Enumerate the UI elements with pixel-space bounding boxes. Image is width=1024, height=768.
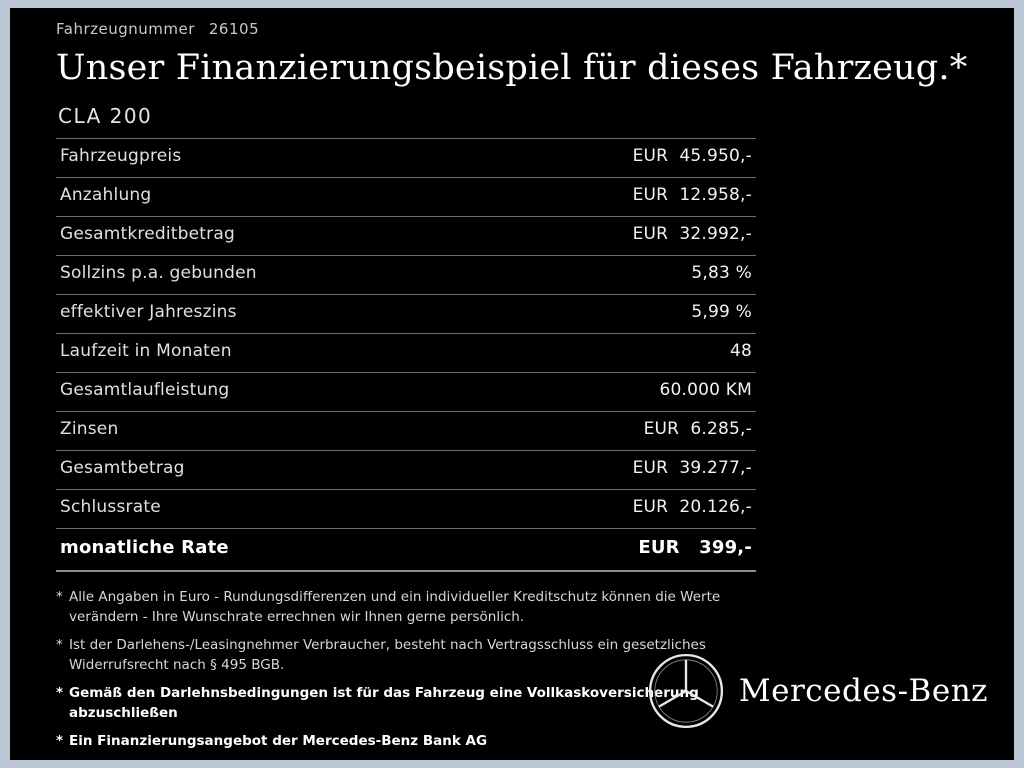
row-label: Laufzeit in Monaten — [60, 341, 232, 361]
footnote-text: Gemäß den Darlehnsbedingungen ist für das Fahrzeug eine Vollkaskoversicherung abzuschließen — [69, 685, 699, 721]
finance-table — [56, 138, 756, 572]
row-label: Zinsen — [60, 419, 119, 439]
brand-lockup — [647, 652, 988, 730]
page-title: Unser Finanzierungsbeispiel für dieses Fahrzeug.* — [56, 48, 968, 88]
row-label: Gesamtlaufleistung — [60, 380, 230, 400]
footnote-text: Alle Angaben in Euro - Rundungsdifferenzen und ein individueller Kreditschutz können die Werte verändern - Ihre Wunschrate errechnen wir Ihnen gerne persönlich. — [69, 589, 721, 625]
row-label: Gesamtkreditbetrag — [60, 224, 235, 244]
mercedes-benz-wordmark: Mercedes-Benz — [738, 673, 988, 709]
row-label: Gesamtbetrag — [60, 458, 185, 478]
row-label: monatliche Rate — [60, 537, 229, 558]
table-row — [56, 334, 756, 373]
vehicle-number-label: Fahrzeugnummer — [56, 20, 195, 38]
footnote-star: * — [56, 685, 64, 702]
vehicle-number — [56, 20, 972, 38]
table-row — [56, 373, 756, 412]
table-row — [56, 256, 756, 295]
row-value: EUR 32.992,- — [632, 224, 752, 244]
footnote-star: * — [56, 733, 64, 750]
row-value: EUR 39.277,- — [632, 458, 752, 478]
vehicle-number-value: 26105 — [208, 20, 260, 38]
footnote-star: * — [56, 637, 63, 654]
table-row-monthly-rate — [56, 529, 756, 572]
row-value: 48 — [729, 341, 752, 361]
footnote — [56, 588, 786, 627]
row-label: Anzahlung — [60, 185, 152, 205]
footnote-text: Ist der Darlehens-/Leasingnehmer Verbraucher, besteht nach Vertragsschluss ein gesetzliches Widerrufsrecht nach § 495 BGB. — [69, 637, 706, 673]
table-row — [56, 217, 756, 256]
table-row — [56, 451, 756, 490]
table-row — [56, 178, 756, 217]
row-value: 5,99 % — [691, 302, 752, 322]
footnote-text: Ein Finanzierungsangebot der Mercedes-Benz Bank AG — [69, 733, 488, 750]
mercedes-star-icon — [647, 652, 725, 730]
row-label: Fahrzeugpreis — [60, 146, 182, 166]
finance-offer-sheet — [10, 8, 1014, 760]
row-value: EUR 20.126,- — [632, 497, 752, 517]
table-row — [56, 295, 756, 334]
row-label: effektiver Jahreszins — [60, 302, 237, 322]
table-row — [56, 490, 756, 529]
row-value: EUR 6.285,- — [643, 419, 752, 439]
row-value: 60.000 KM — [659, 380, 752, 400]
row-label: Sollzins p.a. gebunden — [60, 263, 257, 283]
row-value: EUR 399,- — [638, 537, 752, 558]
model-name: CLA 200 — [58, 104, 153, 128]
row-value: EUR 45.950,- — [632, 146, 752, 166]
row-value: 5,83 % — [691, 263, 752, 283]
row-label: Schlussrate — [60, 497, 161, 517]
footnote — [56, 732, 786, 752]
table-row — [56, 139, 756, 178]
footnote-star: * — [56, 589, 63, 605]
row-value: EUR 12.958,- — [632, 185, 752, 205]
table-row — [56, 412, 756, 451]
